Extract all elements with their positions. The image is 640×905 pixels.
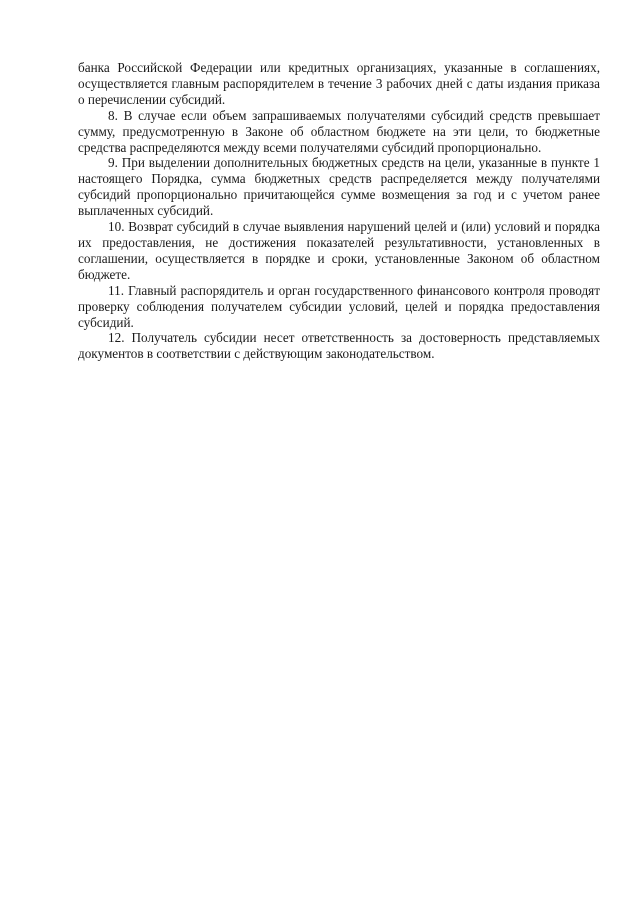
paragraph-item-8: 8. В случае если объем запрашиваемых получателями субсидий средств превышает сумму, предусмотренную в Законе об областном бюджете на эти цели, то бюджетные средства распределяются между всеми получателями субсидий пропорционально.: [78, 107, 600, 155]
document-body: [78, 60, 600, 362]
paragraph-item-10: 10. Возврат субсидий в случае выявления нарушений целей и (или) условий и порядка их предоставления, не достижения показателей результативности, установленных в соглашении, осуществляется в порядке и сроки, установленные Законом об областном бюджете.: [78, 219, 600, 282]
paragraph-item-11: 11. Главный распорядитель и орган государственного финансового контроля проводят проверку соблюдения получателем субсидии условий, целей и порядка предоставления субсидий.: [78, 282, 600, 330]
paragraph-continuation: банка Российской Федерации или кредитных организациях, указанные в соглашениях, осуществляется главным распорядителем в течение 3 рабочих дней с даты издания приказа о перечислении субсидий.: [78, 60, 600, 107]
paragraph-item-12: 12. Получатель субсидии несет ответственность за достоверность представляемых документов в соответствии с действующим законодательством.: [78, 330, 600, 362]
paragraph-item-9: 9. При выделении дополнительных бюджетных средств на цели, указанные в пункте 1 настоящего Порядка, сумма бюджетных средств распределяется между получателями субсидий пропорционально причитающейся сумме возмещения за год и с учетом ранее выплаченных субсидий.: [78, 155, 600, 219]
